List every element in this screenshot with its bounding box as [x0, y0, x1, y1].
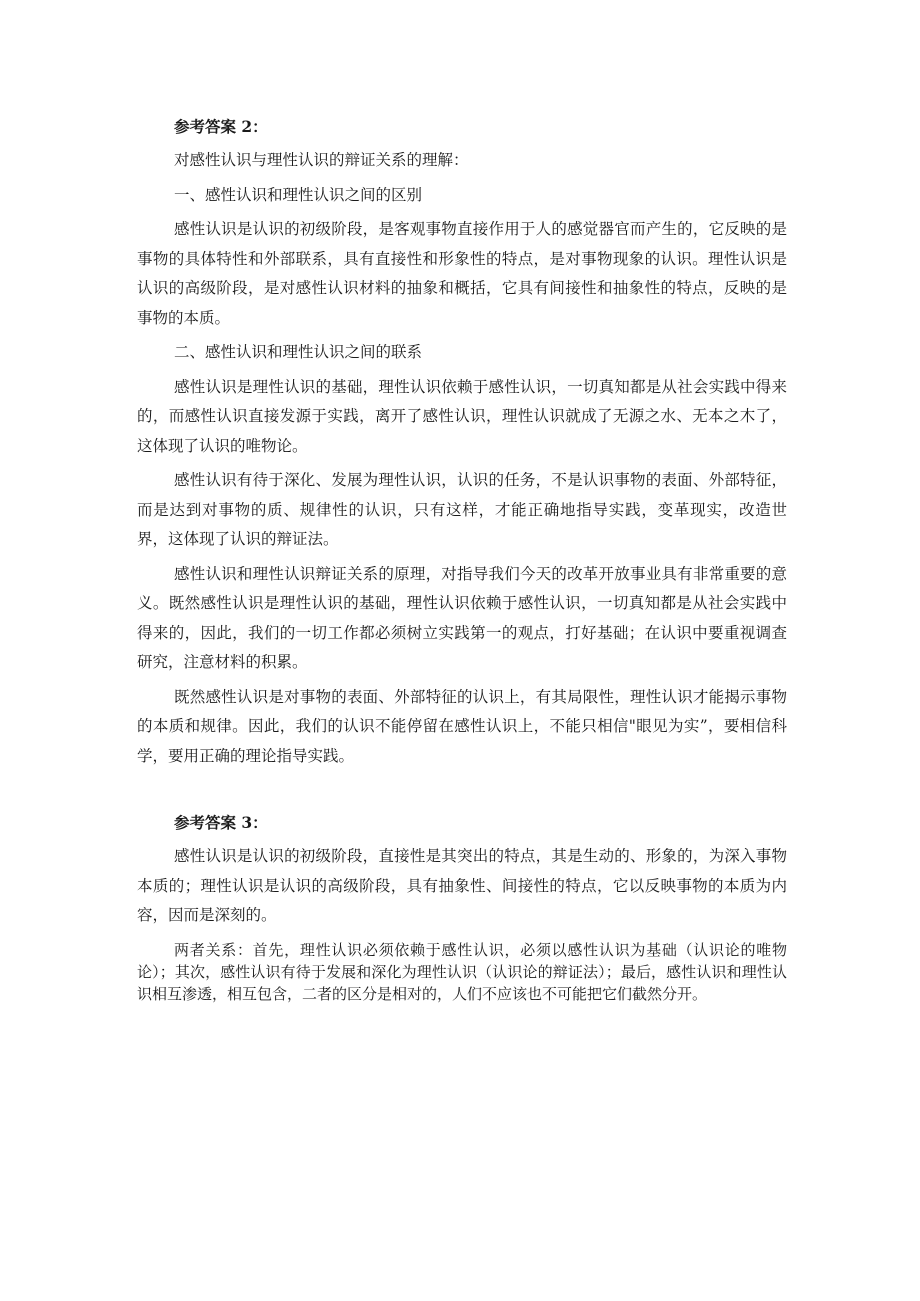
answer-3-heading: 参考答案 3：: [174, 813, 268, 832]
answer-2-difference-paragraph: 感性认识是认识的初级阶段，是客观事物直接作用于人的感觉器官而产生的，它反映的是事物的具体特性和外部联系，具有直接性和形象性的特点，是对事物现象的认识。理性认识是认识的高级阶段，是对感性认识材料的抽象和概括，它具有间接性和抽象性的特点，反映的是事物的本质。: [137, 220, 787, 327]
answer-2-connection-paragraph-2: 感性认识有待于深化、发展为理性认识，认识的任务，不是认识事物的表面、外部特征，而是达到对事物的质、规律性的认识，只有这样，才能正确地指导实践，变革现实，改造世界，这体现了认识的辩证法。: [137, 471, 787, 548]
answer-2-significance-paragraph: 感性认识和理性认识辩证关系的原理，对指导我们今天的改革开放事业具有非常重要的意义。既然感性认识是理性认识的基础，理性认识依赖于感性认识，一切真知都是从社会实践中得来的，因此，我们的一切工作都必须树立实践第一的观点，打好基础；在认识中要重视调查研究，注意材料的积累。: [137, 564, 787, 671]
answer-2-subheading-connection: 二、感性认识和理性认识之间的联系: [174, 343, 423, 361]
answer-2-limitation-paragraph: 既然感性认识是对事物的表面、外部特征的认识上，有其局限性，理性认识才能揭示事物的本质和规律。因此，我们的认识不能停留在感性认识上，不能只相信"眼见为实”，要相信科学，要用正确的理论指导实践。: [137, 687, 787, 765]
answer-2-connection-paragraph-1: 感性认识是理性认识的基础，理性认识依赖于感性认识，一切真知都是从社会实践中得来的，而感性认识直接发源于实践，离开了感性认识，理性认识就成了无源之水、无本之木了，这体现了认识的唯物论。: [137, 377, 787, 455]
answer-2-subheading-difference: 一、感性认识和理性认识之间的区别: [174, 185, 423, 204]
answer-2-intro: 对感性认识与理性认识的辩证关系的理解：: [174, 151, 469, 169]
section-spacer: [137, 776, 787, 808]
answer-2-heading: 参考答案 2：: [174, 117, 268, 136]
answer-3-paragraph-1: 感性认识是认识的初级阶段，直接性是其突出的特点，其是生动的、形象的，为深入事物本质的；理性认识是认识的高级阶段，具有抽象性、间接性的特点，它以反映事物的本质为内容，因而是深刻的。: [137, 847, 787, 924]
answer-3-paragraph-2: 两者关系：首先，理性认识必须依赖于感性认识，必须以感性认识为基础（认识论的唯物论）；其次，感性认识有待于发展和深化为理性认识（认识论的辩证法）；最后，感性认识和理性认识相互渗透，相互包含，二者的区分是相对的，人们不应该也不可能把它们截然分开。: [137, 940, 787, 1003]
document-body: [137, 112, 787, 1010]
